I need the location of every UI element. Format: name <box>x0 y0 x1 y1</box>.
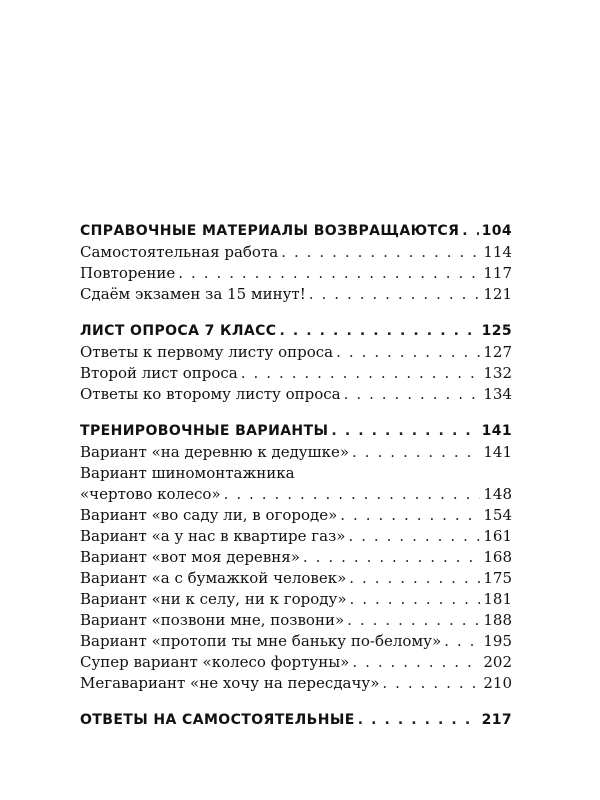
toc-section-heading[interactable] <box>80 321 512 342</box>
dot-leader <box>178 263 480 284</box>
page-number: 127 <box>483 343 512 361</box>
entry-title: Вариант «а с бумажкой человек» <box>80 569 347 587</box>
dot-leader <box>348 526 480 547</box>
toc-entry[interactable] <box>80 284 512 305</box>
page-number: 154 <box>483 506 512 524</box>
page-number: 181 <box>483 590 512 608</box>
dot-leader <box>382 673 480 694</box>
toc-entry[interactable] <box>80 384 512 405</box>
toc-entry[interactable] <box>80 505 512 526</box>
section-title: ТРЕНИРОВОЧНЫЕ ВАРИАНТЫ <box>80 423 329 439</box>
dot-leader <box>303 547 480 568</box>
page-number: 148 <box>483 485 512 503</box>
section-gap <box>80 405 512 421</box>
toc-section-heading[interactable] <box>80 421 512 442</box>
dot-leader <box>347 610 480 631</box>
dot-leader <box>350 589 481 610</box>
toc-entry[interactable] <box>80 547 512 568</box>
toc-entry[interactable] <box>80 484 512 505</box>
entry-title: Супер вариант «колесо фортуны» <box>80 653 350 671</box>
toc-entry[interactable] <box>80 342 512 363</box>
table-of-contents <box>80 221 512 731</box>
page-number: 217 <box>481 712 512 728</box>
page-number: 161 <box>483 527 512 545</box>
toc-section-heading[interactable] <box>80 221 512 242</box>
entry-title: Повторение <box>80 264 176 282</box>
toc-entry[interactable] <box>80 442 512 463</box>
toc-entry[interactable] <box>80 568 512 589</box>
toc-section-heading[interactable] <box>80 710 512 731</box>
entry-title: Ответы к первому листу опроса <box>80 343 334 361</box>
entry-title: Вариант «вот моя деревня» <box>80 548 300 566</box>
page-number: 104 <box>481 223 512 239</box>
page-number: 134 <box>483 385 512 403</box>
entry-title: Вариант «во саду ли, в огороде» <box>80 506 338 524</box>
toc-entry[interactable] <box>80 526 512 547</box>
entry-title: Второй лист опроса <box>80 364 238 382</box>
entry-title: Вариант «позвони мне, позвони» <box>80 611 345 629</box>
toc-entry[interactable] <box>80 631 512 652</box>
section-title: ЛИСТ ОПРОСА 7 КЛАСС <box>80 323 277 339</box>
page-number: 202 <box>483 653 512 671</box>
toc-entry[interactable] <box>80 610 512 631</box>
page-number: 117 <box>483 264 512 282</box>
dot-leader <box>358 710 479 731</box>
page-number: 141 <box>483 443 512 461</box>
page-number: 195 <box>483 632 512 650</box>
entry-title: Вариант «а у нас в квартире газ» <box>80 527 346 545</box>
toc-entry[interactable] <box>80 263 512 284</box>
dot-leader <box>241 363 481 384</box>
dot-leader <box>281 242 480 263</box>
section-title: ОТВЕТЫ НА САМОСТОЯТЕЛЬНЫЕ <box>80 712 355 728</box>
section-gap <box>80 305 512 321</box>
toc-entry[interactable] <box>80 589 512 610</box>
dot-leader <box>344 384 481 405</box>
dot-leader <box>340 505 480 526</box>
dot-leader <box>224 484 481 505</box>
page-number: 210 <box>483 674 512 692</box>
page-number: 114 <box>483 243 512 261</box>
page-number: 125 <box>481 323 512 339</box>
dot-leader <box>336 342 480 363</box>
toc-entry-wrapped-line[interactable] <box>80 463 512 484</box>
dot-leader <box>352 652 480 673</box>
dot-leader <box>462 221 478 242</box>
section-title: СПРАВОЧНЫЕ МАТЕРИАЛЫ ВОЗВРАЩАЮТСЯ <box>80 223 460 239</box>
page-number: 141 <box>481 423 512 439</box>
entry-title: Вариант шиномонтажника <box>80 464 295 482</box>
dot-leader <box>444 631 480 652</box>
dot-leader <box>331 421 478 442</box>
entry-title: Сдаём экзамен за 15 минут! <box>80 285 306 303</box>
toc-entry[interactable] <box>80 652 512 673</box>
dot-leader <box>279 321 478 342</box>
entry-title: Ответы ко второму листу опроса <box>80 385 341 403</box>
section-gap <box>80 694 512 710</box>
page-number: 121 <box>483 285 512 303</box>
dot-leader <box>352 442 480 463</box>
toc-entry[interactable] <box>80 242 512 263</box>
entry-title: Вариант «протопи ты мне баньку по-белому» <box>80 632 442 650</box>
page-number: 132 <box>483 364 512 382</box>
page-number: 188 <box>483 611 512 629</box>
entry-title: Вариант «на деревню к дедушке» <box>80 443 350 461</box>
dot-leader <box>309 284 481 305</box>
toc-entry[interactable] <box>80 363 512 384</box>
entry-title: Самостоятельная работа <box>80 243 279 261</box>
page-number: 175 <box>483 569 512 587</box>
toc-entry[interactable] <box>80 673 512 694</box>
entry-title: «чертово колесо» <box>80 485 221 503</box>
dot-leader <box>349 568 480 589</box>
entry-title: Мегавариант «не хочу на пересдачу» <box>80 674 380 692</box>
entry-title: Вариант «ни к селу, ни к городу» <box>80 590 347 608</box>
page-number: 168 <box>483 548 512 566</box>
